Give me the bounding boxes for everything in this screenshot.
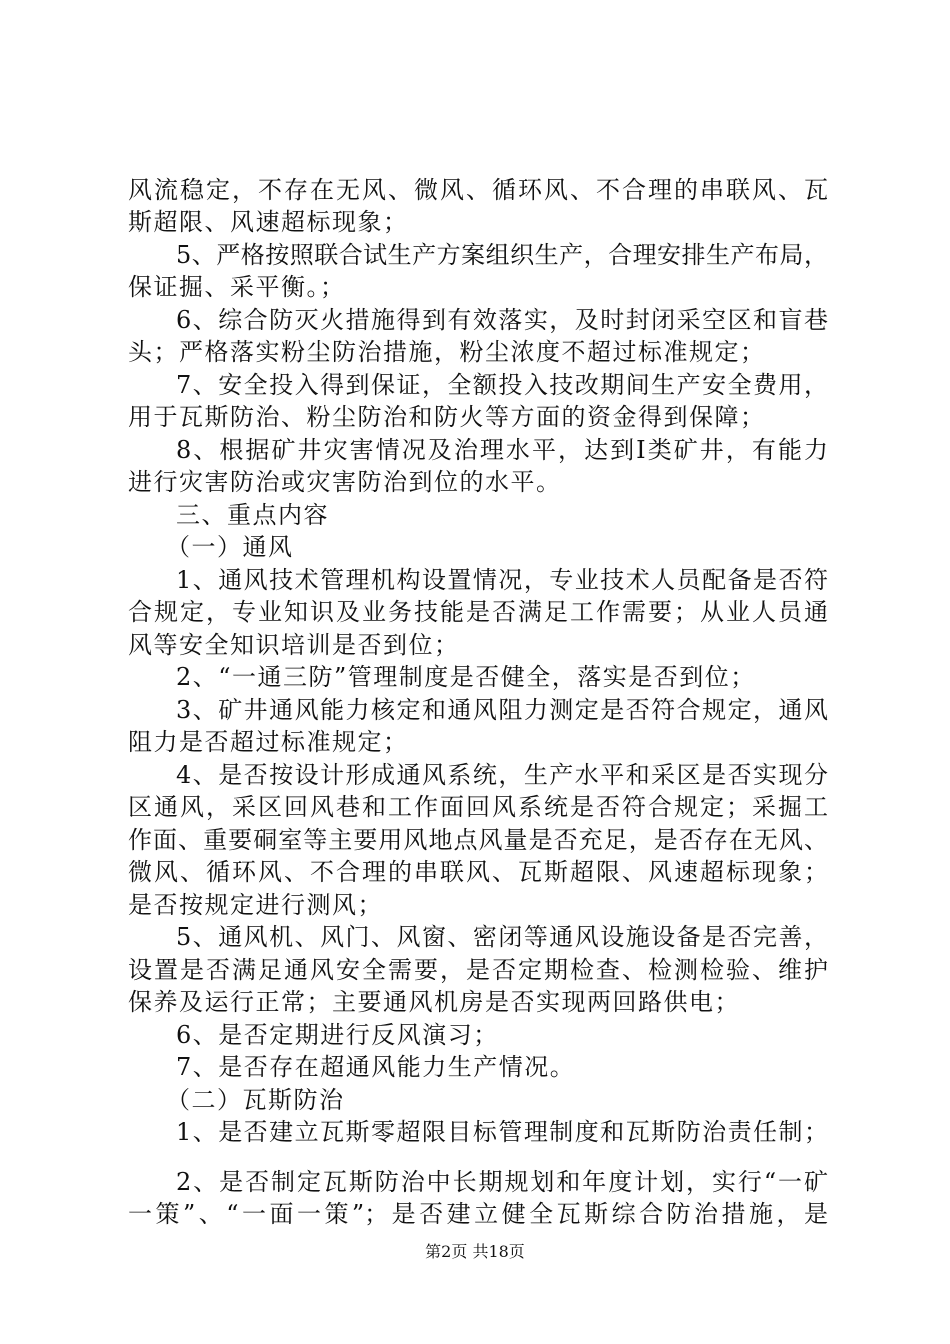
text-line: 风流稳定，不存在无风、微风、循环风、不合理的串联风、瓦 (128, 176, 828, 204)
text-line: 5、严格按照联合试生产方案组织生产，合理安排生产布局， (176, 241, 828, 269)
text-line: 1、通风技术管理机构设置情况，专业技术人员配备是否符 (176, 566, 828, 594)
section-heading: 三、重点内容 (176, 501, 329, 529)
text-line: 2、“一通三防”管理制度是否健全，落实是否到位； (176, 663, 756, 691)
subsection-heading: （一）通风 (166, 533, 294, 561)
subsection-heading: （二）瓦斯防治 (166, 1086, 345, 1114)
text-line: 8、根据矿井灾害情况及治理水平，达到Ⅰ类矿井，有能力 (176, 436, 828, 464)
text-line: 7、是否存在超通风能力生产情况。 (176, 1053, 576, 1081)
page-number: 第2页 共18页 (425, 1242, 525, 1261)
text-line: 合规定，专业知识及业务技能是否满足工作需要；从业人员通 (128, 598, 828, 626)
text-line: 2、是否制定瓦斯防治中长期规划和年度计划，实行“一矿 (176, 1168, 828, 1196)
text-line: 3、矿井通风能力核定和通风阻力测定是否符合规定，通风 (176, 696, 828, 724)
text-line: 6、是否定期进行反风演习； (176, 1021, 499, 1049)
text-line: 区通风，采区回风巷和工作面回风系统是否符合规定；采掘工 (128, 793, 828, 821)
text-line: 进行灾害防治或灾害防治到位的水平。 (128, 468, 562, 496)
text-line: 微风、循环风、不合理的串联风、瓦斯超限、风速超标现象； (128, 858, 828, 886)
text-line: 斯超限、风速超标现象； (128, 208, 409, 236)
text-line: 1、是否建立瓦斯零超限目标管理制度和瓦斯防治责任制； (176, 1118, 828, 1146)
text-line: 风等安全知识培训是否到位； (128, 631, 460, 659)
text-line: 设置是否满足通风安全需要，是否定期检查、检测检验、维护 (128, 956, 828, 984)
text-line: 5、通风机、风门、风窗、密闭等通风设施设备是否完善， (176, 923, 828, 951)
text-line: 作面、重要硐室等主要用风地点风量是否充足，是否存在无风、 (128, 826, 828, 854)
text-line: 4、是否按设计形成通风系统，生产水平和采区是否实现分 (176, 761, 828, 789)
text-line: 是否按规定进行测风； (128, 891, 383, 919)
text-line: 保证掘、采平衡。； (128, 273, 346, 301)
text-line: 6、综合防灭火措施得到有效落实，及时封闭采空区和盲巷 (176, 306, 828, 334)
text-line: 头；严格落实粉尘防治措施，粉尘浓度不超过标准规定； (128, 338, 766, 366)
text-line: 保养及运行正常；主要通风机房是否实现两回路供电； (128, 988, 740, 1016)
text-line: 阻力是否超过标准规定； (128, 728, 409, 756)
text-line: 用于瓦斯防治、粉尘防治和防火等方面的资金得到保障； (128, 403, 766, 431)
text-line: 7、安全投入得到保证，全额投入技改期间生产安全费用， (176, 371, 828, 399)
text-line: 一策”、“一面一策”；是否建立健全瓦斯综合防治措施，是 (128, 1200, 828, 1228)
